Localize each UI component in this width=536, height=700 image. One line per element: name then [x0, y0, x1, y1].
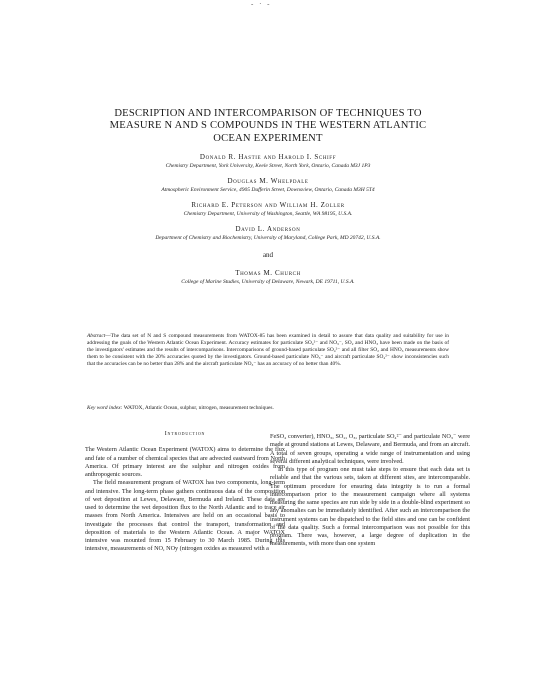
abstract-lead: Abstract: [87, 333, 106, 339]
page-top-mark: - · -: [251, 0, 272, 8]
paper-title: DESCRIPTION AND INTERCOMPARISON OF TECHNIQUES TO MEASURE N AND S COMPOUNDS IN THE WESTERN ATLANTIC OCEAN EXPERIMENT: [109, 108, 427, 144]
introduction-heading: Introduction: [164, 431, 206, 437]
author-affiliation-2: Atmospheric Environment Service, 4905 Dufferin Street, Downsview, Ontario, Canada M3H 5T4: [161, 187, 375, 193]
keyword-index: [87, 405, 449, 412]
right-paragraph-1: FeSO₄ converter), HNO₃, SO₂, O₃, particulate SO₄²⁻ and particulate NO₃⁻ were made at ground stations at Lewes, Delaware, and Bermuda, and from an aircraft. A total of seven groups, operating a wide range of instrumentation and using several different analytical techniques, were involved.: [270, 433, 470, 465]
and-separator: and: [262, 251, 274, 259]
author-block: [60, 153, 476, 286]
author-name-3: Richard E. Peterson and William H. Zoller: [191, 201, 345, 209]
author-affiliation-5: College of Marine Studies, University of Delaware, Newark, DE 19711, U.S.A.: [181, 279, 355, 285]
author-name-2: Douglas M. Whelpdale: [227, 177, 309, 185]
author-affiliation-1: Chemistry Department, York University, Keele Street, North York, Ontario, Canada M3J 1P3: [165, 163, 371, 169]
keyword-label: Key word index:: [87, 405, 123, 411]
left-paragraph-1: The Western Atlantic Ocean Experiment (WATOX) aims to determine the flux and fate of a number of chemical species that are advected eastward from North America. Of primary interest are the sulphur and nitrogen oxides from anthropogenic sources.: [85, 446, 285, 478]
left-column: [85, 430, 285, 554]
abstract: [87, 333, 449, 368]
author-name-1: Donald R. Hastie and Harold I. Schiff: [199, 153, 337, 161]
left-paragraph-2: The field measurement program of WATOX has two components, long-term and intensive. The long-term phase gathers continuous data of the composition of wet deposition at Lewes, Delaware, Bermuda and Ireland. These data are used to determine the wet deposition flux to the North Atlantic and to trace air masses from North America. Intensives are held on an occasional basis to investigate the processes that control the transport, transformation and deposition of materials to the Western Atlantic Ocean. A major WATOX intensive was mounted from 15 February to 30 March 1985. During this intensive, measurements of NO, NOy (nitrogen oxides as measured with a: [85, 479, 285, 553]
author-affiliation-4: Department of Chemistry and Biochemistry, University of Maryland, College Park, MD 20742, U.S.A.: [155, 235, 381, 241]
keyword-text: WATOX, Atlantic Ocean, sulphur, nitrogen, measurement techniques.: [122, 405, 274, 411]
abstract-text: —The data set of N and S compound measurements from WATOX-85 has been examined in detail to assure that data quality and suitability for use in addressing the goals of the Western Atlantic Ocean Experiment. Accuracy estimates for particulate SO₄²⁻ and NO₃⁻, SO₂ and HNO₃ have been made on the basis of the investigators' estimates and the results of intercomparisons. Intercomparisons of ground-based particulate SO₄²⁻ and all filter SO₂ and HNO₃ measurements show them to be consistent with the 20% accuracies quoted by the investigators. Ground-based particulate NO₃⁻ and aircraft particulate SO₄²⁻ show inconsistencies such that the accuracies can be no better than 28% and the aircraft particulate NO₃⁻ has an accuracy of no better than 40%.: [87, 333, 449, 368]
author-affiliation-3: Chemistry Department, University of Washington, Seattle, WA 98195, U.S.A.: [183, 211, 353, 217]
right-paragraph-2: In this type of program one must take steps to ensure that each data set is reliable and that the various sets, taken at different sites, are intercomparable. The optimum procedure for ensuring data integrity is to run a formal intercomparison prior to the measurement campaign where all systems measuring the same species are run side by side in a double-blind experiment so any anomalies can be immediately identified. After such an intercomparison the instrument systems can be dispatched to the field sites and one can be confident of the data quality. Such a formal intercomparison was not possible for this program. There was, however, a large degree of duplication in the measurements, with more than one system: [270, 466, 470, 548]
author-name-5: Thomas M. Church: [235, 269, 301, 277]
right-column: [270, 433, 470, 549]
author-name-4: David L. Anderson: [235, 225, 301, 233]
